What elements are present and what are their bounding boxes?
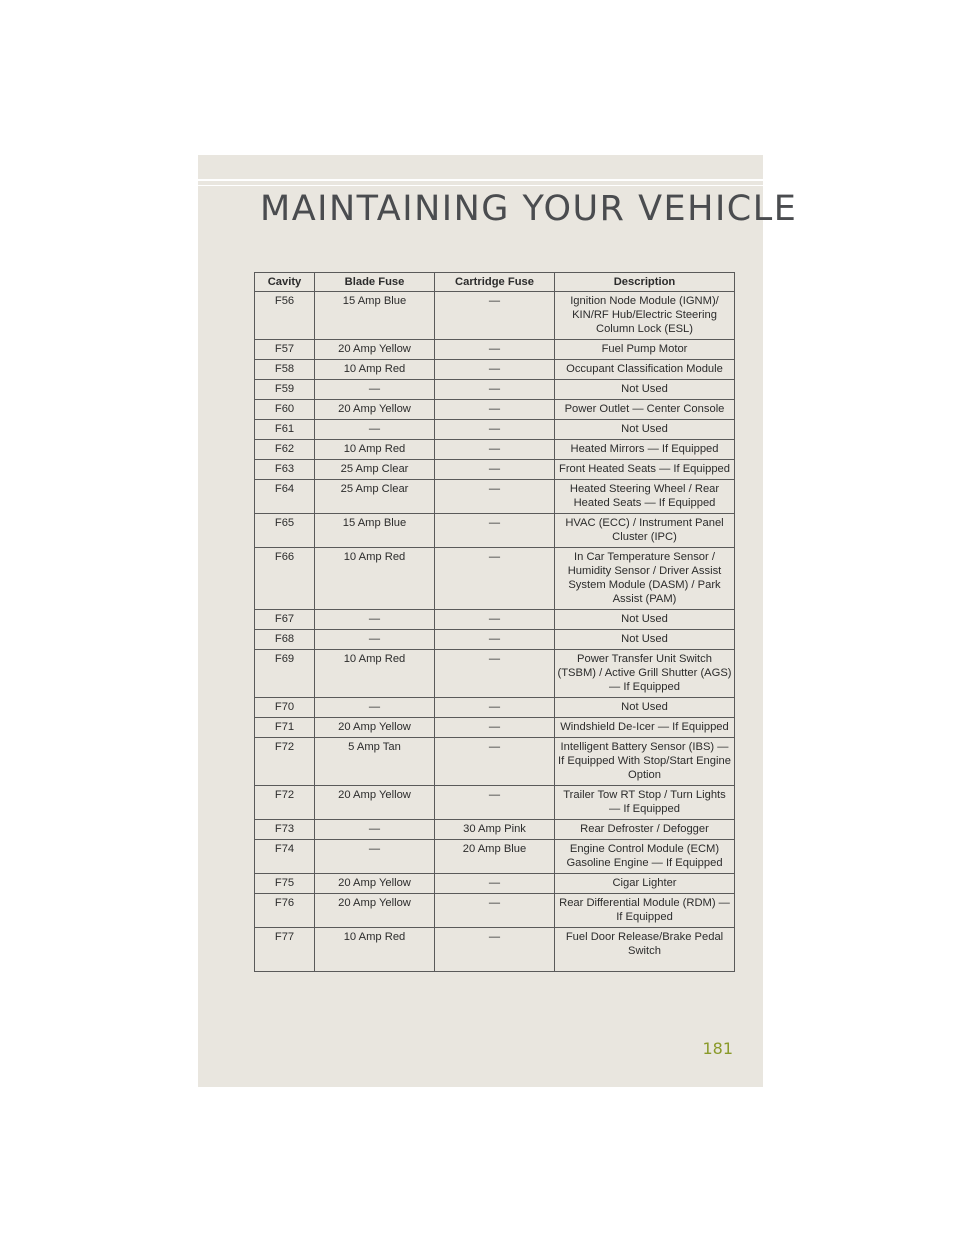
cell-cavity: F72 (255, 738, 315, 786)
table-row (255, 874, 735, 894)
cell-blade-fuse: — (315, 610, 435, 630)
cell-cavity: F77 (255, 928, 315, 972)
cell-cartridge-fuse: — (435, 400, 555, 420)
cell-description: Occupant Classification Module (555, 360, 735, 380)
cell-description: Power Transfer Unit Switch (TSBM) / Active Grill Shutter (AGS) — If Equipped (555, 650, 735, 698)
cell-description: Rear Differential Module (RDM) — If Equipped (555, 894, 735, 928)
cell-cavity: F75 (255, 874, 315, 894)
table-row (255, 380, 735, 400)
cell-cartridge-fuse: — (435, 360, 555, 380)
cell-cavity: F57 (255, 340, 315, 360)
cell-blade-fuse: 20 Amp Yellow (315, 400, 435, 420)
column-header-description: Description (555, 273, 735, 292)
cell-description: Trailer Tow RT Stop / Turn Lights — If Equipped (555, 786, 735, 820)
cell-cavity: F68 (255, 630, 315, 650)
cell-cartridge-fuse: — (435, 650, 555, 698)
cell-cavity: F61 (255, 420, 315, 440)
cell-cartridge-fuse: 20 Amp Blue (435, 840, 555, 874)
cell-cartridge-fuse: — (435, 786, 555, 820)
column-header-cavity: Cavity (255, 273, 315, 292)
cell-blade-fuse: 15 Amp Blue (315, 292, 435, 340)
cell-blade-fuse: — (315, 698, 435, 718)
cell-cavity: F67 (255, 610, 315, 630)
cell-blade-fuse: 10 Amp Red (315, 928, 435, 972)
cell-cartridge-fuse: — (435, 630, 555, 650)
cell-description: Not Used (555, 630, 735, 650)
cell-description: Not Used (555, 380, 735, 400)
header-rule (198, 179, 763, 181)
cell-cavity: F76 (255, 894, 315, 928)
cell-description: Heated Steering Wheel / Rear Heated Seats — If Equipped (555, 480, 735, 514)
cell-cartridge-fuse: — (435, 894, 555, 928)
cell-blade-fuse: — (315, 380, 435, 400)
cell-cavity: F63 (255, 460, 315, 480)
table-row (255, 610, 735, 630)
cell-cavity: F69 (255, 650, 315, 698)
cell-blade-fuse: 20 Amp Yellow (315, 340, 435, 360)
table-row (255, 820, 735, 840)
cell-blade-fuse: 20 Amp Yellow (315, 786, 435, 820)
cell-blade-fuse: 15 Amp Blue (315, 514, 435, 548)
cell-description: Not Used (555, 698, 735, 718)
cell-description: HVAC (ECC) / Instrument Panel Cluster (IPC) (555, 514, 735, 548)
cell-description: Front Heated Seats — If Equipped (555, 460, 735, 480)
cell-blade-fuse: — (315, 820, 435, 840)
cell-cavity: F60 (255, 400, 315, 420)
cell-description: Not Used (555, 610, 735, 630)
cell-blade-fuse: 5 Amp Tan (315, 738, 435, 786)
cell-blade-fuse: 25 Amp Clear (315, 460, 435, 480)
table-row (255, 340, 735, 360)
cell-cartridge-fuse: — (435, 420, 555, 440)
cell-blade-fuse: 10 Amp Red (315, 548, 435, 610)
cell-cavity: F66 (255, 548, 315, 610)
cell-cartridge-fuse: — (435, 548, 555, 610)
cell-cartridge-fuse: — (435, 440, 555, 460)
cell-cavity: F70 (255, 698, 315, 718)
cell-cavity: F73 (255, 820, 315, 840)
cell-blade-fuse: 20 Amp Yellow (315, 874, 435, 894)
cell-description: Power Outlet — Center Console (555, 400, 735, 420)
cell-cartridge-fuse: — (435, 514, 555, 548)
cell-cavity: F62 (255, 440, 315, 460)
cell-blade-fuse: 25 Amp Clear (315, 480, 435, 514)
cell-description: Rear Defroster / Defogger (555, 820, 735, 840)
table-row (255, 840, 735, 874)
table-row (255, 400, 735, 420)
cell-description: In Car Temperature Sensor / Humidity Sensor / Driver Assist System Module (DASM) / Park Assist (PAM) (555, 548, 735, 610)
table-row (255, 650, 735, 698)
fuse-table-body (255, 292, 735, 972)
cell-cartridge-fuse: — (435, 460, 555, 480)
cell-description: Not Used (555, 420, 735, 440)
cell-cartridge-fuse: — (435, 380, 555, 400)
table-row (255, 440, 735, 460)
table-row (255, 718, 735, 738)
cell-cavity: F58 (255, 360, 315, 380)
cell-description: Cigar Lighter (555, 874, 735, 894)
table-row (255, 460, 735, 480)
page-number: 181 (702, 1039, 733, 1058)
cell-blade-fuse: — (315, 630, 435, 650)
cell-cavity: F71 (255, 718, 315, 738)
header-rule-thin (198, 185, 763, 186)
cell-blade-fuse: 10 Amp Red (315, 360, 435, 380)
cell-cartridge-fuse: — (435, 928, 555, 972)
cell-cavity: F65 (255, 514, 315, 548)
cell-description: Intelligent Battery Sensor (IBS) — If Equipped With Stop/Start Engine Option (555, 738, 735, 786)
cell-blade-fuse: 10 Amp Red (315, 440, 435, 460)
cell-cavity: F59 (255, 380, 315, 400)
cell-blade-fuse: 10 Amp Red (315, 650, 435, 698)
cell-blade-fuse: — (315, 420, 435, 440)
manual-page (198, 155, 798, 1087)
section-title: MAINTAINING YOUR VEHICLE (260, 189, 798, 229)
column-header-blade-fuse: Blade Fuse (315, 273, 435, 292)
cell-description: Heated Mirrors — If Equipped (555, 440, 735, 460)
cell-cavity: F72 (255, 786, 315, 820)
cell-description: Fuel Door Release/Brake Pedal Switch (555, 928, 735, 972)
cell-cartridge-fuse: — (435, 874, 555, 894)
cell-cavity: F56 (255, 292, 315, 340)
table-row (255, 548, 735, 610)
table-row (255, 630, 735, 650)
table-row (255, 786, 735, 820)
table-row (255, 698, 735, 718)
cell-cartridge-fuse: — (435, 698, 555, 718)
table-row (255, 894, 735, 928)
cell-blade-fuse: 20 Amp Yellow (315, 718, 435, 738)
cell-cavity: F64 (255, 480, 315, 514)
table-row (255, 514, 735, 548)
cell-cartridge-fuse: — (435, 340, 555, 360)
table-row (255, 292, 735, 340)
cell-cartridge-fuse: — (435, 718, 555, 738)
cell-cartridge-fuse: — (435, 480, 555, 514)
fuse-table (254, 272, 735, 972)
table-row (255, 420, 735, 440)
table-row (255, 928, 735, 972)
table-header-row (255, 273, 735, 292)
cell-cartridge-fuse: — (435, 610, 555, 630)
cell-cartridge-fuse: — (435, 738, 555, 786)
cell-cartridge-fuse: — (435, 292, 555, 340)
cell-description: Windshield De-Icer — If Equipped (555, 718, 735, 738)
cell-blade-fuse: — (315, 840, 435, 874)
cell-cavity: F74 (255, 840, 315, 874)
cell-description: Fuel Pump Motor (555, 340, 735, 360)
table-row (255, 360, 735, 380)
column-header-cartridge-fuse: Cartridge Fuse (435, 273, 555, 292)
table-row (255, 738, 735, 786)
table-row (255, 480, 735, 514)
cell-cartridge-fuse: 30 Amp Pink (435, 820, 555, 840)
cell-blade-fuse: 20 Amp Yellow (315, 894, 435, 928)
cell-description: Ignition Node Module (IGNM)/ KIN/RF Hub/Electric Steering Column Lock (ESL) (555, 292, 735, 340)
cell-description: Engine Control Module (ECM) Gasoline Engine — If Equipped (555, 840, 735, 874)
